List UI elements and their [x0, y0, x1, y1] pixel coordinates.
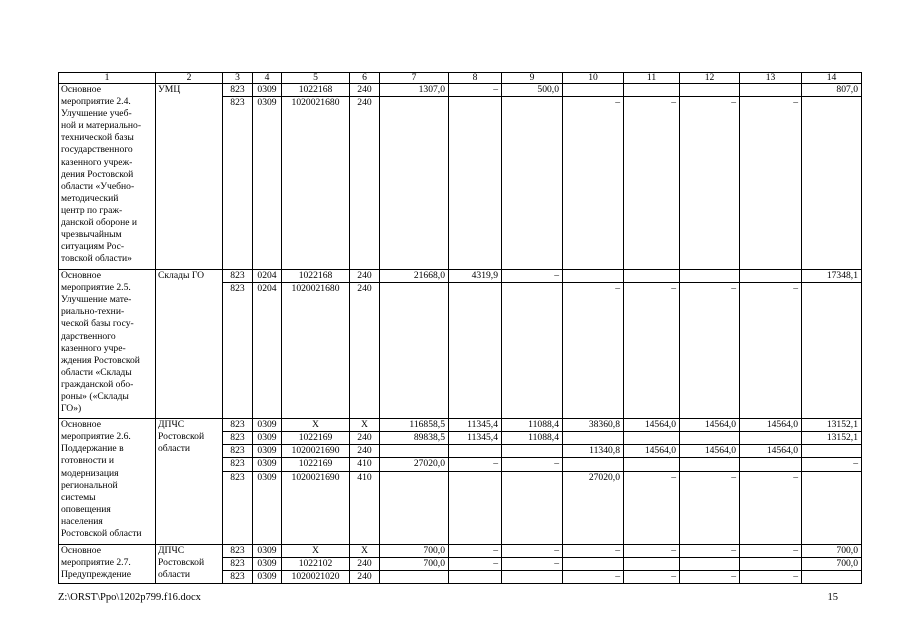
table-cell: Х	[350, 419, 380, 432]
col-header: 5	[282, 73, 350, 84]
measure-name-line: центр по граж-	[61, 204, 123, 216]
executor-line: области	[158, 443, 191, 455]
table-cell: –	[680, 471, 740, 544]
measure-name-line: мероприятие 2.6.	[61, 431, 131, 443]
table-cell: –	[740, 544, 802, 557]
col-header: 13	[740, 73, 802, 84]
table-cell: –	[624, 570, 680, 583]
table-row	[59, 419, 862, 432]
measure-name-line: технической базы	[61, 132, 134, 144]
table-cell: 11345,4	[449, 432, 502, 445]
table-cell: 1022169	[282, 432, 350, 445]
executor-line: Ростовской	[158, 431, 205, 443]
table-cell: –	[740, 97, 802, 270]
executor-cell	[156, 419, 223, 544]
table-cell: –	[680, 544, 740, 557]
measure-name-line: ждения Ростовской	[61, 354, 140, 366]
table-cell: 823	[223, 419, 253, 432]
table-cell: –	[502, 544, 563, 557]
table-cell: 823	[223, 458, 253, 471]
table-cell	[502, 570, 563, 583]
table-cell	[563, 270, 624, 283]
table-cell: 0204	[253, 283, 282, 419]
col-header: 1	[59, 73, 156, 84]
table-cell	[449, 283, 502, 419]
table-cell: 700,0	[802, 557, 862, 570]
measure-name-line: Улучшение мате-	[61, 294, 132, 306]
table-cell: 823	[223, 570, 253, 583]
measure-name-line: казенного учре-	[61, 342, 126, 354]
measure-name-line: области «Склады	[61, 366, 132, 378]
table-cell: –	[449, 84, 502, 97]
measure-name-line: роны» («Склады	[61, 391, 129, 403]
measure-name-line: Ростовской области	[61, 528, 142, 540]
executor-line: ДПЧС	[158, 544, 185, 556]
measure-name-line: населения	[61, 515, 103, 527]
measure-name-line: дарственного	[61, 330, 116, 342]
executor-cell	[156, 544, 223, 583]
measure-name-line: Поддержание в	[61, 443, 124, 455]
table-cell: 21668,0	[380, 270, 449, 283]
table-cell: 240	[350, 570, 380, 583]
measure-name-line: системы	[61, 491, 96, 503]
table-cell: 0309	[253, 419, 282, 432]
measure-name-line: мероприятие 2.5.	[61, 282, 131, 294]
table-cell: 1020021680	[282, 283, 350, 419]
table-cell: 807,0	[802, 84, 862, 97]
measure-name-line: региональной	[61, 479, 118, 491]
measure-name-line: мероприятие 2.4.	[61, 96, 131, 108]
table-cell	[740, 458, 802, 471]
measure-name-line: товской области»	[61, 253, 132, 265]
table-cell	[740, 270, 802, 283]
col-header: 3	[223, 73, 253, 84]
table-cell: 700,0	[802, 544, 862, 557]
measure-name-line: Улучшение учеб-	[61, 108, 132, 120]
table-cell: 240	[350, 84, 380, 97]
table-cell: 823	[223, 283, 253, 419]
table-cell	[380, 570, 449, 583]
table-cell	[624, 458, 680, 471]
table-cell: –	[563, 283, 624, 419]
table-cell	[380, 97, 449, 270]
table-cell	[802, 471, 862, 544]
table-cell: 0309	[253, 471, 282, 544]
col-header: 4	[253, 73, 282, 84]
executor-line: ДПЧС	[158, 419, 185, 431]
measure-name-line: ческой базы госу-	[61, 318, 134, 330]
table-cell	[563, 84, 624, 97]
measure-name-line: Основное	[61, 270, 101, 282]
table-cell: –	[740, 570, 802, 583]
table-cell: –	[680, 97, 740, 270]
table-cell: –	[449, 557, 502, 570]
table-cell: –	[502, 270, 563, 283]
table-cell: 14564,0	[624, 419, 680, 432]
col-header: 8	[449, 73, 502, 84]
table-cell	[680, 84, 740, 97]
table-cell: –	[624, 283, 680, 419]
measure-name-line: ГО»)	[61, 403, 82, 415]
col-header: 12	[680, 73, 740, 84]
table-cell: 0309	[253, 544, 282, 557]
measure-name-line: данской обороне и	[61, 217, 138, 229]
table-cell	[624, 270, 680, 283]
table-cell	[680, 458, 740, 471]
table-cell: 0204	[253, 270, 282, 283]
table-cell: –	[563, 97, 624, 270]
table-cell: 410	[350, 471, 380, 544]
table-cell: 823	[223, 445, 253, 458]
table-cell	[802, 97, 862, 270]
table-cell: 823	[223, 544, 253, 557]
table-cell	[502, 283, 563, 419]
table-row	[59, 84, 862, 97]
table-cell	[449, 97, 502, 270]
table-cell: –	[680, 570, 740, 583]
executor-cell	[156, 84, 223, 270]
table-cell	[502, 97, 563, 270]
table-cell	[380, 445, 449, 458]
table-cell	[563, 432, 624, 445]
table-cell: 13152,1	[802, 432, 862, 445]
measure-name-line: ситуациям Рос-	[61, 241, 125, 253]
table-cell: 0309	[253, 97, 282, 270]
table-cell: 410	[350, 458, 380, 471]
table-cell: 14564,0	[740, 445, 802, 458]
col-header: 10	[563, 73, 624, 84]
measure-name-line: мероприятие 2.7.	[61, 556, 131, 568]
table-cell	[380, 283, 449, 419]
table-cell: 14564,0	[680, 419, 740, 432]
table-cell: 4319,9	[449, 270, 502, 283]
table-cell: –	[502, 557, 563, 570]
table-cell: Х	[282, 419, 350, 432]
table-cell: 823	[223, 432, 253, 445]
measure-name-cell	[59, 419, 156, 544]
measure-name-line: области «Учебно-	[61, 180, 135, 192]
measure-name-line: методический	[61, 192, 119, 204]
table-cell: 700,0	[380, 544, 449, 557]
table-cell	[680, 270, 740, 283]
table-cell: 1022169	[282, 458, 350, 471]
table-cell	[680, 432, 740, 445]
table-cell: –	[740, 471, 802, 544]
table-cell: 700,0	[380, 557, 449, 570]
table-cell: –	[563, 544, 624, 557]
table-cell: 116858,5	[380, 419, 449, 432]
table-cell	[449, 445, 502, 458]
table-cell: 500,0	[502, 84, 563, 97]
table-cell: 0309	[253, 570, 282, 583]
measure-name-line: оповещения	[61, 503, 111, 515]
executor-line: области	[158, 568, 191, 580]
table-cell: 14564,0	[680, 445, 740, 458]
table-cell: 0309	[253, 432, 282, 445]
page-number: 15	[827, 592, 838, 603]
table-cell	[802, 445, 862, 458]
table-row	[59, 544, 862, 557]
table-cell: 11345,4	[449, 419, 502, 432]
table-cell: –	[624, 544, 680, 557]
table-cell: 13152,1	[802, 419, 862, 432]
table-cell: 1020021020	[282, 570, 350, 583]
table-cell: 240	[350, 283, 380, 419]
table-cell: –	[680, 283, 740, 419]
table-cell	[624, 84, 680, 97]
table-cell: 11088,4	[502, 419, 563, 432]
table-cell	[624, 557, 680, 570]
table-cell: 823	[223, 97, 253, 270]
table-cell	[680, 557, 740, 570]
table-cell	[740, 84, 802, 97]
budget-table	[58, 72, 862, 584]
table-cell	[563, 458, 624, 471]
table-cell: 17348,1	[802, 270, 862, 283]
col-header: 2	[156, 73, 223, 84]
table-cell	[449, 471, 502, 544]
table-cell: –	[740, 283, 802, 419]
measure-name-line: гражданской обо-	[61, 378, 134, 390]
table-cell: 14564,0	[624, 445, 680, 458]
table-cell	[563, 557, 624, 570]
table-cell: 38360,8	[563, 419, 624, 432]
table-cell	[802, 570, 862, 583]
table-cell	[624, 432, 680, 445]
table-cell: 0309	[253, 458, 282, 471]
table-cell: 0309	[253, 84, 282, 97]
table-cell: 11088,4	[502, 432, 563, 445]
table-cell: 823	[223, 557, 253, 570]
table-row	[59, 270, 862, 283]
measure-name-line: риально-техни-	[61, 306, 125, 318]
measure-name-cell	[59, 84, 156, 270]
measure-name-line: казенного учреж-	[61, 156, 133, 168]
table-cell: –	[449, 544, 502, 557]
table-cell: Х	[350, 544, 380, 557]
table-cell: 823	[223, 471, 253, 544]
executor-line: Ростовской	[158, 556, 205, 568]
col-header: 14	[802, 73, 862, 84]
table-cell: –	[502, 458, 563, 471]
table-cell: 89838,5	[380, 432, 449, 445]
col-header: 6	[350, 73, 380, 84]
executor-cell	[156, 270, 223, 419]
measure-name-line: чрезвычайным	[61, 229, 122, 241]
table-cell: –	[624, 471, 680, 544]
table-cell: 1020021690	[282, 471, 350, 544]
table-cell: 1022102	[282, 557, 350, 570]
table-cell	[380, 471, 449, 544]
measure-name-line: государственного	[61, 144, 133, 156]
table-cell	[502, 445, 563, 458]
table-cell: –	[624, 97, 680, 270]
table-cell: 240	[350, 445, 380, 458]
table-cell: 823	[223, 270, 253, 283]
measure-name-cell	[59, 270, 156, 419]
col-header: 7	[380, 73, 449, 84]
table-cell: 0309	[253, 445, 282, 458]
table-cell: –	[802, 458, 862, 471]
table-cell: 823	[223, 84, 253, 97]
table-cell: –	[449, 458, 502, 471]
table-cell: Х	[282, 544, 350, 557]
table-cell: 0309	[253, 557, 282, 570]
column-number-row	[59, 73, 862, 84]
table-cell: –	[563, 570, 624, 583]
table-cell: 1020021680	[282, 97, 350, 270]
table-cell: 240	[350, 97, 380, 270]
table-cell: 1022168	[282, 84, 350, 97]
table-cell	[802, 283, 862, 419]
measure-name-line: модернизация	[61, 467, 119, 479]
table-cell: 1020021690	[282, 445, 350, 458]
table-cell: 11340,8	[563, 445, 624, 458]
table-cell: 14564,0	[740, 419, 802, 432]
table-cell: 240	[350, 432, 380, 445]
measure-name-line: Основное	[61, 419, 101, 431]
measure-name-line: ной и материально-	[61, 120, 142, 132]
table-cell	[740, 557, 802, 570]
measure-name-line: Основное	[61, 84, 101, 95]
executor-line: Склады ГО	[158, 270, 205, 282]
table-cell: 240	[350, 270, 380, 283]
table-cell	[449, 570, 502, 583]
table-cell: 1022168	[282, 270, 350, 283]
table-cell: 27020,0	[563, 471, 624, 544]
file-path: Z:\ORST\Ppo\1202p799.f16.docx	[58, 592, 201, 603]
table-cell	[502, 471, 563, 544]
table-cell: 240	[350, 557, 380, 570]
col-header: 9	[502, 73, 563, 84]
table-cell: 27020,0	[380, 458, 449, 471]
executor-line: УМЦ	[158, 84, 181, 95]
table-cell: 1307,0	[380, 84, 449, 97]
table-cell	[740, 432, 802, 445]
measure-name-cell	[59, 544, 156, 583]
measure-name-line: Основное	[61, 544, 101, 556]
measure-name-line: Предупреждение	[61, 568, 132, 580]
measure-name-line: дения Ростовской	[61, 168, 134, 180]
measure-name-line: готовности и	[61, 455, 115, 467]
col-header: 11	[624, 73, 680, 84]
